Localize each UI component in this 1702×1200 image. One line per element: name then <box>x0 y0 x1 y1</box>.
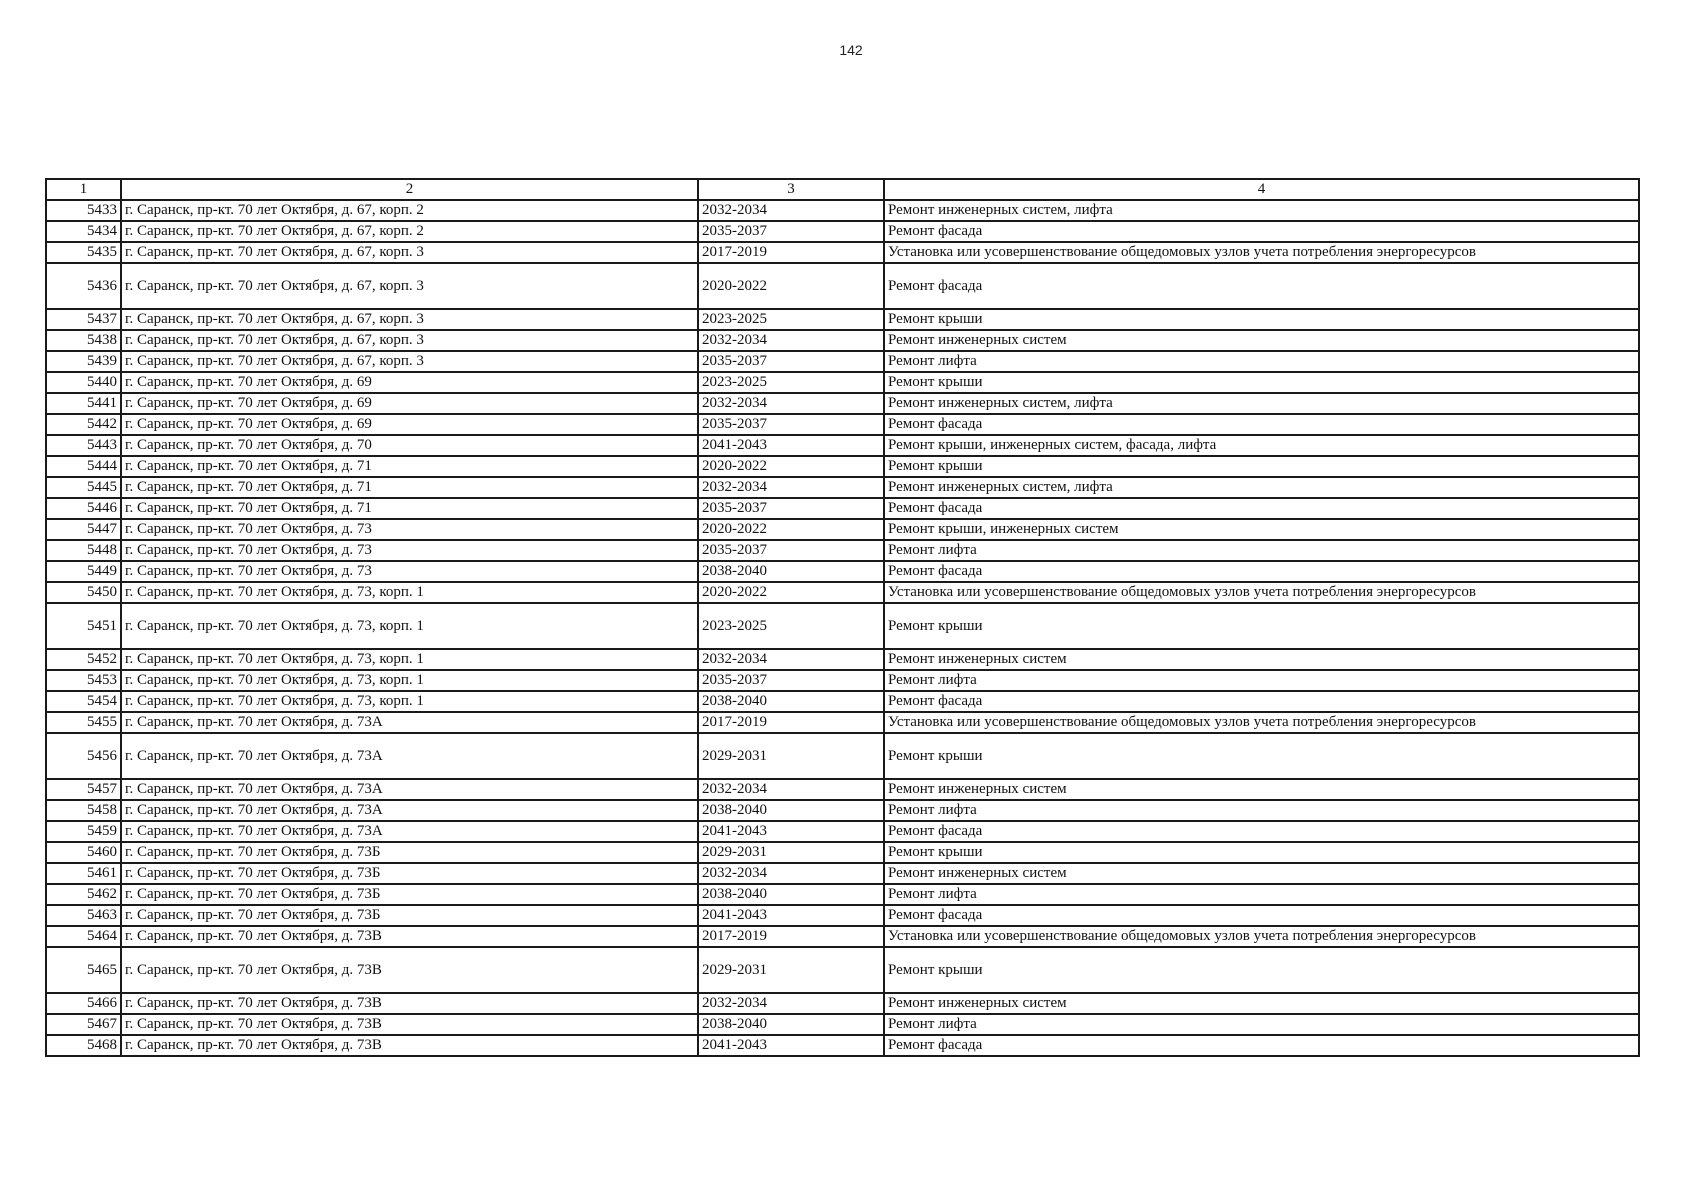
table-row <box>46 884 1639 905</box>
table-row <box>46 1014 1639 1035</box>
period-cell: 2023-2025 <box>698 309 884 330</box>
row-number-cell: 5449 <box>46 561 121 582</box>
period-cell: 2041-2043 <box>698 905 884 926</box>
period-cell: 2029-2031 <box>698 733 884 779</box>
period-cell: 2041-2043 <box>698 435 884 456</box>
period-cell: 2041-2043 <box>698 1035 884 1056</box>
table-row <box>46 905 1639 926</box>
row-number-cell: 5447 <box>46 519 121 540</box>
row-number-cell: 5455 <box>46 712 121 733</box>
period-cell: 2041-2043 <box>698 821 884 842</box>
work-type-cell: Ремонт фасада <box>884 498 1639 519</box>
column-header-4: 4 <box>884 179 1639 200</box>
work-type-cell: Ремонт инженерных систем <box>884 863 1639 884</box>
row-number-cell: 5454 <box>46 691 121 712</box>
column-header-3: 3 <box>698 179 884 200</box>
address-cell: г. Саранск, пр-кт. 70 лет Октября, д. 67, корп. 2 <box>121 200 698 221</box>
period-cell: 2035-2037 <box>698 540 884 561</box>
row-number-cell: 5441 <box>46 393 121 414</box>
work-type-cell: Ремонт фасада <box>884 263 1639 309</box>
row-number-cell: 5461 <box>46 863 121 884</box>
row-number-cell: 5458 <box>46 800 121 821</box>
table-row <box>46 733 1639 779</box>
work-type-cell: Ремонт фасада <box>884 221 1639 242</box>
address-cell: г. Саранск, пр-кт. 70 лет Октября, д. 73В <box>121 1035 698 1056</box>
address-cell: г. Саранск, пр-кт. 70 лет Октября, д. 73Б <box>121 884 698 905</box>
period-cell: 2032-2034 <box>698 993 884 1014</box>
table-row <box>46 1035 1639 1056</box>
period-cell: 2017-2019 <box>698 242 884 263</box>
row-number-cell: 5468 <box>46 1035 121 1056</box>
row-number-cell: 5456 <box>46 733 121 779</box>
address-cell: г. Саранск, пр-кт. 70 лет Октября, д. 73А <box>121 779 698 800</box>
address-cell: г. Саранск, пр-кт. 70 лет Октября, д. 67, корп. 2 <box>121 221 698 242</box>
address-cell: г. Саранск, пр-кт. 70 лет Октября, д. 67, корп. 3 <box>121 351 698 372</box>
table-row <box>46 712 1639 733</box>
address-cell: г. Саранск, пр-кт. 70 лет Октября, д. 70 <box>121 435 698 456</box>
work-type-cell: Ремонт крыши <box>884 842 1639 863</box>
period-cell: 2032-2034 <box>698 200 884 221</box>
period-cell: 2020-2022 <box>698 519 884 540</box>
work-type-cell: Ремонт инженерных систем, лифта <box>884 393 1639 414</box>
address-cell: г. Саранск, пр-кт. 70 лет Октября, д. 73 <box>121 519 698 540</box>
work-type-cell: Установка или усовершенствование общедомовых узлов учета потребления энергоресурсов <box>884 712 1639 733</box>
address-cell: г. Саранск, пр-кт. 70 лет Октября, д. 67, корп. 3 <box>121 309 698 330</box>
work-type-cell: Ремонт фасада <box>884 414 1639 435</box>
table-row <box>46 456 1639 477</box>
page-number: 142 <box>839 42 863 58</box>
row-number-cell: 5448 <box>46 540 121 561</box>
address-cell: г. Саранск, пр-кт. 70 лет Октября, д. 73А <box>121 821 698 842</box>
period-cell: 2035-2037 <box>698 221 884 242</box>
work-type-cell: Ремонт крыши, инженерных систем, фасада, лифта <box>884 435 1639 456</box>
address-cell: г. Саранск, пр-кт. 70 лет Октября, д. 73, корп. 1 <box>121 649 698 670</box>
row-number-cell: 5446 <box>46 498 121 519</box>
address-cell: г. Саранск, пр-кт. 70 лет Октября, д. 73В <box>121 947 698 993</box>
row-number-cell: 5445 <box>46 477 121 498</box>
work-type-cell: Ремонт крыши <box>884 372 1639 393</box>
period-cell: 2035-2037 <box>698 670 884 691</box>
row-number-cell: 5435 <box>46 242 121 263</box>
period-cell: 2038-2040 <box>698 1014 884 1035</box>
work-type-cell: Ремонт лифта <box>884 800 1639 821</box>
table-row <box>46 221 1639 242</box>
work-type-cell: Ремонт лифта <box>884 884 1639 905</box>
table-row <box>46 779 1639 800</box>
work-type-cell: Установка или усовершенствование общедомовых узлов учета потребления энергоресурсов <box>884 582 1639 603</box>
row-number-cell: 5460 <box>46 842 121 863</box>
address-cell: г. Саранск, пр-кт. 70 лет Октября, д. 71 <box>121 498 698 519</box>
work-type-cell: Ремонт инженерных систем, лифта <box>884 200 1639 221</box>
table-row <box>46 477 1639 498</box>
row-number-cell: 5440 <box>46 372 121 393</box>
table-row <box>46 435 1639 456</box>
period-cell: 2020-2022 <box>698 263 884 309</box>
address-cell: г. Саранск, пр-кт. 70 лет Октября, д. 73В <box>121 1014 698 1035</box>
table-row <box>46 242 1639 263</box>
period-cell: 2020-2022 <box>698 456 884 477</box>
work-type-cell: Ремонт инженерных систем <box>884 779 1639 800</box>
row-number-cell: 5442 <box>46 414 121 435</box>
table-row <box>46 670 1639 691</box>
period-cell: 2023-2025 <box>698 603 884 649</box>
table-row <box>46 993 1639 1014</box>
address-cell: г. Саранск, пр-кт. 70 лет Октября, д. 73В <box>121 993 698 1014</box>
table-row <box>46 947 1639 993</box>
table-row <box>46 842 1639 863</box>
period-cell: 2017-2019 <box>698 926 884 947</box>
table-row <box>46 863 1639 884</box>
work-type-cell: Ремонт лифта <box>884 1014 1639 1035</box>
period-cell: 2029-2031 <box>698 947 884 993</box>
table-row <box>46 309 1639 330</box>
row-number-cell: 5444 <box>46 456 121 477</box>
row-number-cell: 5463 <box>46 905 121 926</box>
address-cell: г. Саранск, пр-кт. 70 лет Октября, д. 73 <box>121 540 698 561</box>
work-type-cell: Ремонт инженерных систем <box>884 330 1639 351</box>
address-cell: г. Саранск, пр-кт. 70 лет Октября, д. 71 <box>121 456 698 477</box>
row-number-cell: 5452 <box>46 649 121 670</box>
period-cell: 2032-2034 <box>698 863 884 884</box>
table-row <box>46 372 1639 393</box>
address-cell: г. Саранск, пр-кт. 70 лет Октября, д. 71 <box>121 477 698 498</box>
table-row <box>46 582 1639 603</box>
address-cell: г. Саранск, пр-кт. 70 лет Октября, д. 73, корп. 1 <box>121 670 698 691</box>
period-cell: 2032-2034 <box>698 393 884 414</box>
work-type-cell: Ремонт фасада <box>884 691 1639 712</box>
row-number-cell: 5464 <box>46 926 121 947</box>
period-cell: 2035-2037 <box>698 351 884 372</box>
work-type-cell: Ремонт фасада <box>884 821 1639 842</box>
period-cell: 2029-2031 <box>698 842 884 863</box>
period-cell: 2020-2022 <box>698 582 884 603</box>
address-cell: г. Саранск, пр-кт. 70 лет Октября, д. 73Б <box>121 863 698 884</box>
period-cell: 2038-2040 <box>698 561 884 582</box>
row-number-cell: 5433 <box>46 200 121 221</box>
address-cell: г. Саранск, пр-кт. 70 лет Октября, д. 73Б <box>121 905 698 926</box>
row-number-cell: 5465 <box>46 947 121 993</box>
address-cell: г. Саранск, пр-кт. 70 лет Октября, д. 73А <box>121 712 698 733</box>
repair-schedule-table <box>45 178 1640 1057</box>
address-cell: г. Саранск, пр-кт. 70 лет Октября, д. 73А <box>121 733 698 779</box>
work-type-cell: Ремонт крыши <box>884 309 1639 330</box>
work-type-cell: Ремонт лифта <box>884 351 1639 372</box>
work-type-cell: Ремонт лифта <box>884 670 1639 691</box>
address-cell: г. Саранск, пр-кт. 70 лет Октября, д. 73А <box>121 800 698 821</box>
table-row <box>46 519 1639 540</box>
work-type-cell: Ремонт инженерных систем <box>884 649 1639 670</box>
column-header-2: 2 <box>121 179 698 200</box>
address-cell: г. Саранск, пр-кт. 70 лет Октября, д. 73Б <box>121 842 698 863</box>
work-type-cell: Ремонт крыши <box>884 947 1639 993</box>
row-number-cell: 5450 <box>46 582 121 603</box>
table-row <box>46 691 1639 712</box>
address-cell: г. Саранск, пр-кт. 70 лет Октября, д. 69 <box>121 414 698 435</box>
table-row <box>46 414 1639 435</box>
work-type-cell: Ремонт крыши <box>884 603 1639 649</box>
work-type-cell: Ремонт крыши, инженерных систем <box>884 519 1639 540</box>
table-row <box>46 393 1639 414</box>
work-type-cell: Ремонт инженерных систем, лифта <box>884 477 1639 498</box>
work-type-cell: Установка или усовершенствование общедомовых узлов учета потребления энергоресурсов <box>884 242 1639 263</box>
table-row <box>46 200 1639 221</box>
period-cell: 2032-2034 <box>698 330 884 351</box>
period-cell: 2032-2034 <box>698 477 884 498</box>
period-cell: 2038-2040 <box>698 800 884 821</box>
row-number-cell: 5438 <box>46 330 121 351</box>
table-row <box>46 926 1639 947</box>
row-number-cell: 5462 <box>46 884 121 905</box>
address-cell: г. Саранск, пр-кт. 70 лет Октября, д. 69 <box>121 393 698 414</box>
address-cell: г. Саранск, пр-кт. 70 лет Октября, д. 73, корп. 1 <box>121 603 698 649</box>
row-number-cell: 5467 <box>46 1014 121 1035</box>
address-cell: г. Саранск, пр-кт. 70 лет Октября, д. 67, корп. 3 <box>121 330 698 351</box>
period-cell: 2032-2034 <box>698 779 884 800</box>
header-row <box>46 179 1639 200</box>
period-cell: 2035-2037 <box>698 498 884 519</box>
table-header <box>46 179 1639 200</box>
table-row <box>46 330 1639 351</box>
address-cell: г. Саранск, пр-кт. 70 лет Октября, д. 73 <box>121 561 698 582</box>
work-type-cell: Ремонт крыши <box>884 733 1639 779</box>
address-cell: г. Саранск, пр-кт. 70 лет Октября, д. 67, корп. 3 <box>121 242 698 263</box>
row-number-cell: 5459 <box>46 821 121 842</box>
row-number-cell: 5451 <box>46 603 121 649</box>
work-type-cell: Установка или усовершенствование общедомовых узлов учета потребления энергоресурсов <box>884 926 1639 947</box>
table-row <box>46 603 1639 649</box>
address-cell: г. Саранск, пр-кт. 70 лет Октября, д. 73В <box>121 926 698 947</box>
period-cell: 2017-2019 <box>698 712 884 733</box>
period-cell: 2035-2037 <box>698 414 884 435</box>
table-row <box>46 649 1639 670</box>
row-number-cell: 5453 <box>46 670 121 691</box>
row-number-cell: 5434 <box>46 221 121 242</box>
work-type-cell: Ремонт фасада <box>884 1035 1639 1056</box>
row-number-cell: 5437 <box>46 309 121 330</box>
work-type-cell: Ремонт крыши <box>884 456 1639 477</box>
work-type-cell: Ремонт фасада <box>884 905 1639 926</box>
table-row <box>46 561 1639 582</box>
row-number-cell: 5443 <box>46 435 121 456</box>
row-number-cell: 5439 <box>46 351 121 372</box>
row-number-cell: 5457 <box>46 779 121 800</box>
table-row <box>46 800 1639 821</box>
row-number-cell: 5466 <box>46 993 121 1014</box>
row-number-cell: 5436 <box>46 263 121 309</box>
period-cell: 2038-2040 <box>698 884 884 905</box>
address-cell: г. Саранск, пр-кт. 70 лет Октября, д. 69 <box>121 372 698 393</box>
column-header-1: 1 <box>46 179 121 200</box>
table-body <box>46 200 1639 1056</box>
period-cell: 2032-2034 <box>698 649 884 670</box>
table-row <box>46 263 1639 309</box>
work-type-cell: Ремонт лифта <box>884 540 1639 561</box>
table-row <box>46 351 1639 372</box>
table-row <box>46 540 1639 561</box>
address-cell: г. Саранск, пр-кт. 70 лет Октября, д. 73, корп. 1 <box>121 582 698 603</box>
work-type-cell: Ремонт фасада <box>884 561 1639 582</box>
address-cell: г. Саранск, пр-кт. 70 лет Октября, д. 73, корп. 1 <box>121 691 698 712</box>
table-row <box>46 498 1639 519</box>
table-row <box>46 821 1639 842</box>
period-cell: 2023-2025 <box>698 372 884 393</box>
work-type-cell: Ремонт инженерных систем <box>884 993 1639 1014</box>
address-cell: г. Саранск, пр-кт. 70 лет Октября, д. 67, корп. 3 <box>121 263 698 309</box>
period-cell: 2038-2040 <box>698 691 884 712</box>
